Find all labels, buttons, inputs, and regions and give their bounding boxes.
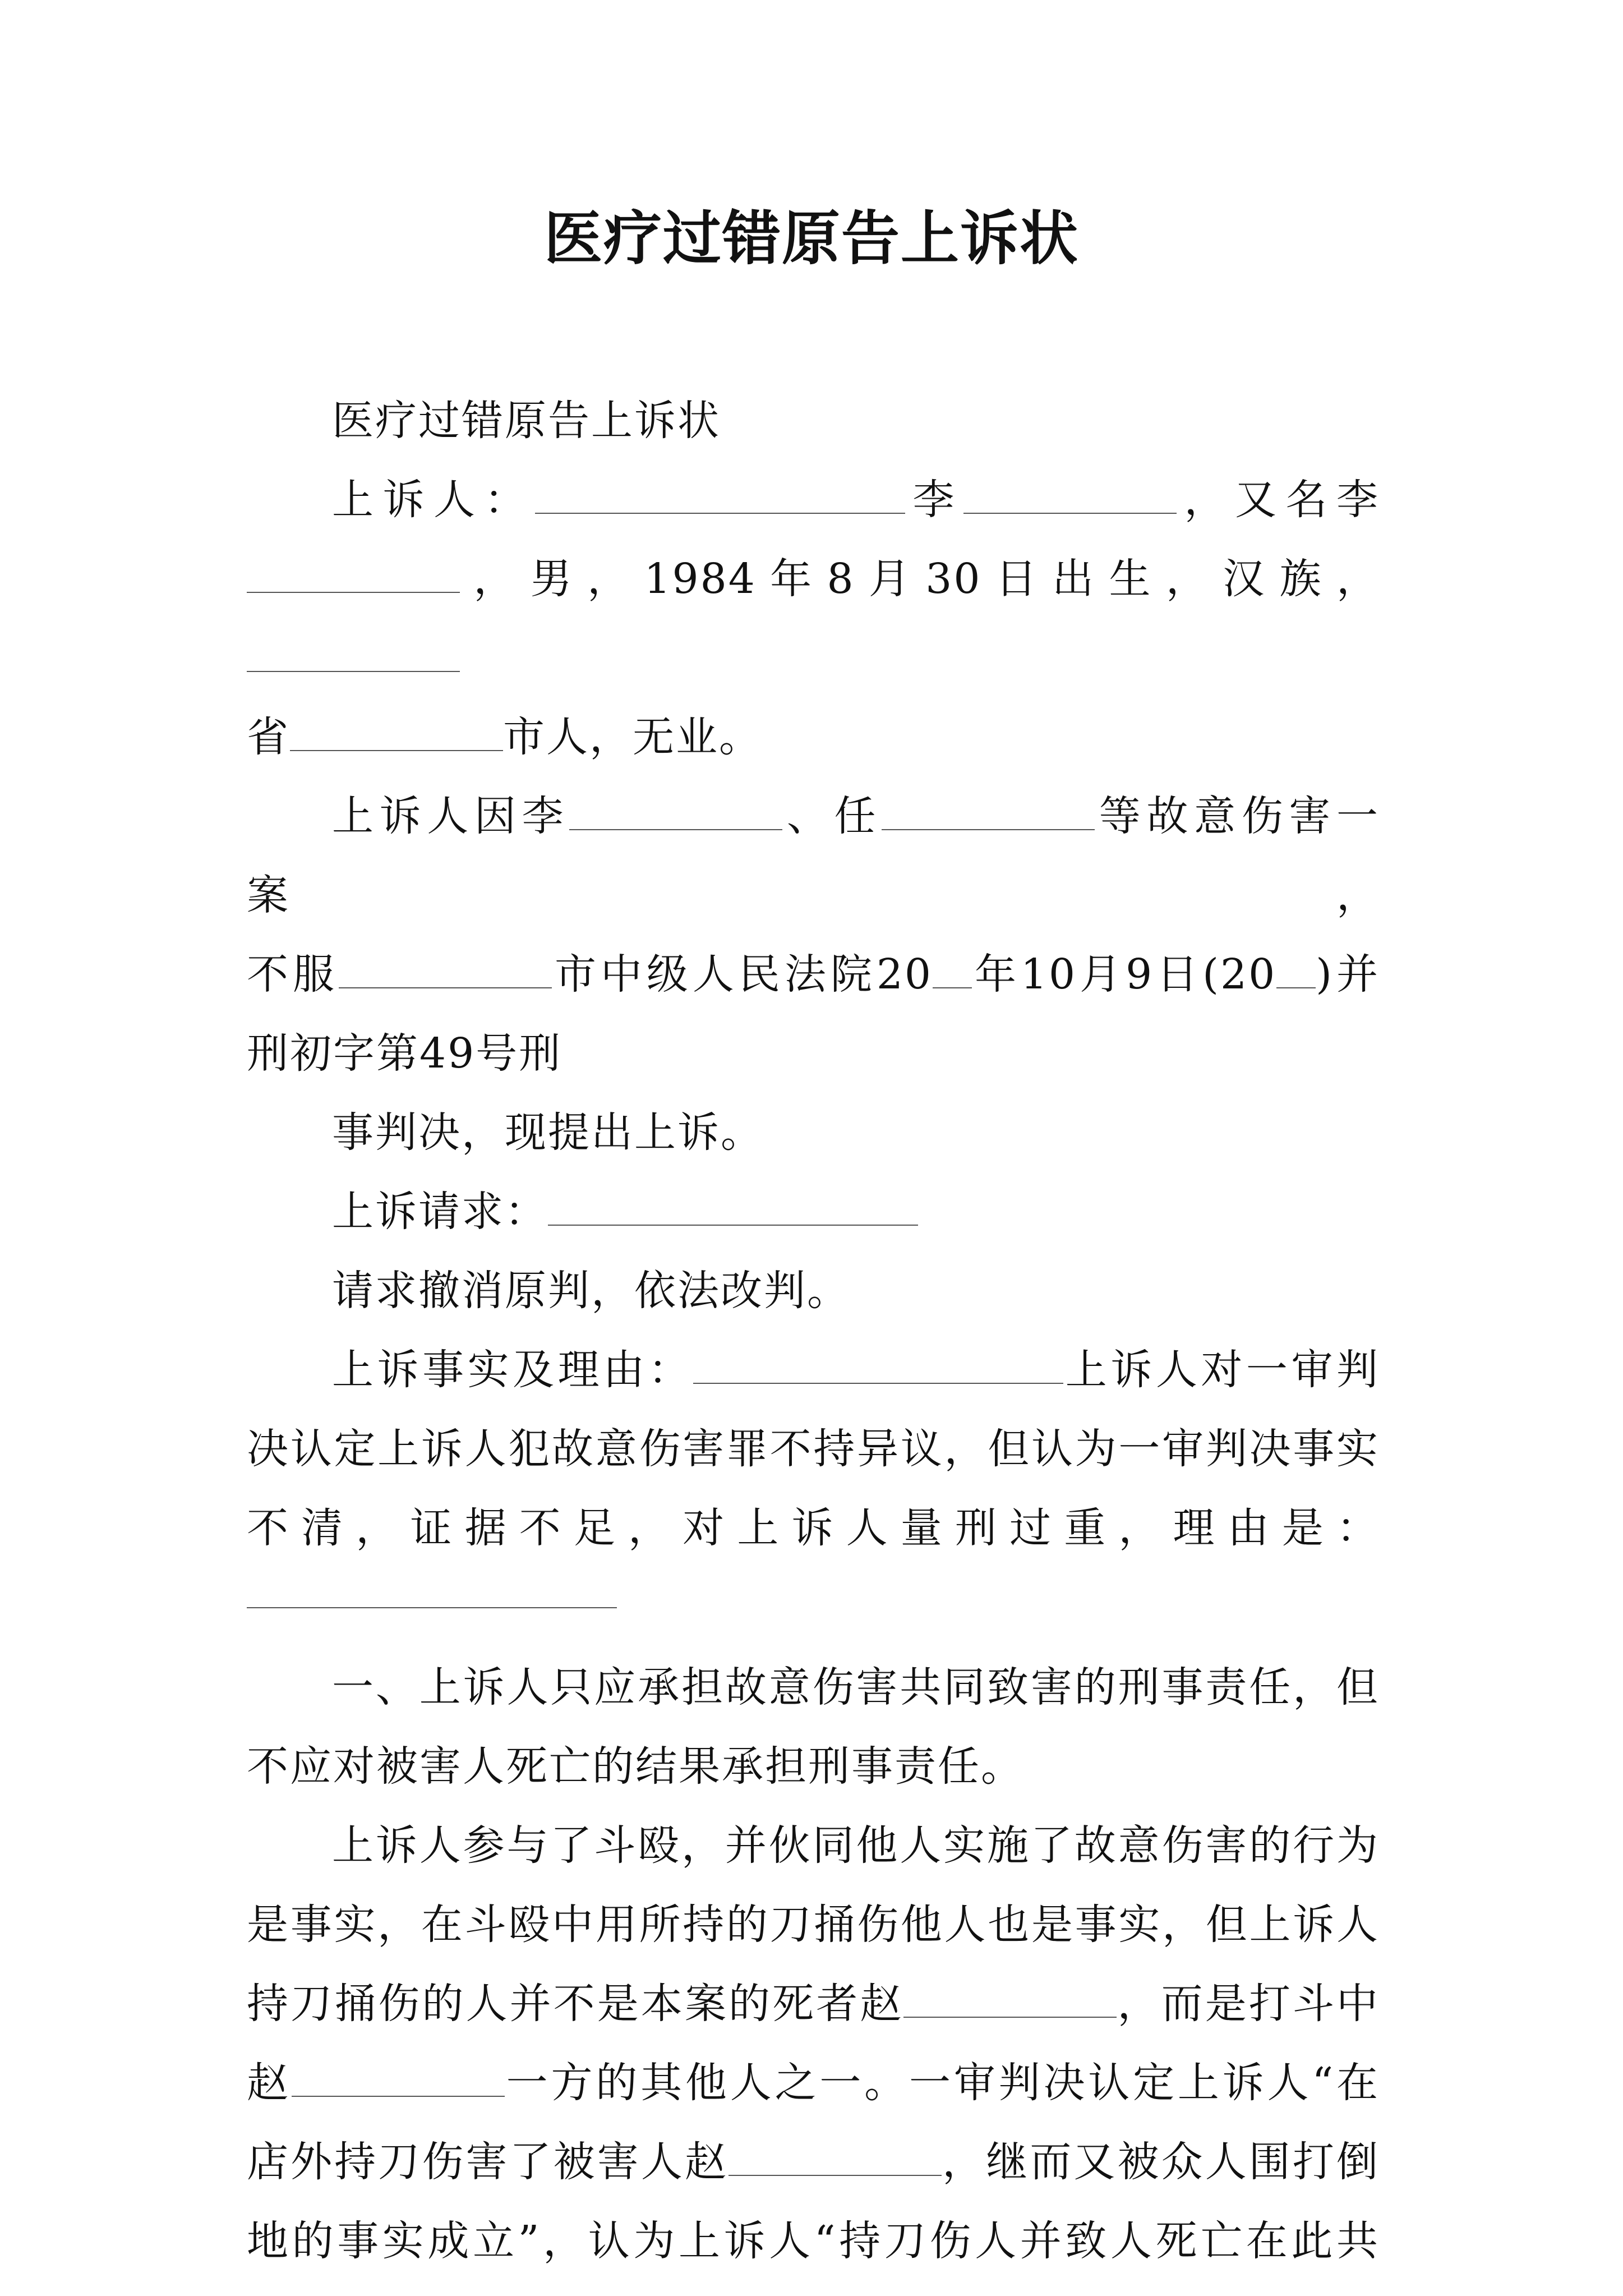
blank-field [963, 473, 1177, 514]
case-line2-start: 不服 [247, 950, 339, 999]
request-paragraph [247, 1172, 1380, 1331]
case-docket: )并 [1316, 950, 1380, 999]
blank-field [728, 2136, 942, 2176]
appellant-alias: ，又名李 [1177, 476, 1380, 524]
case-date: 年10月9日(20 [971, 950, 1277, 999]
detail-line5-start: 店外持刀伤害了被害人赵 [247, 2138, 729, 2186]
blank-field [882, 790, 1095, 830]
request-label: 上诉请求： [332, 1188, 548, 1236]
case-line-2 [247, 935, 1380, 1014]
case-sep: 、任 [782, 792, 882, 840]
appellant-label: 上诉人： [332, 476, 535, 524]
appellant-city: 市人，无业。 [503, 713, 762, 761]
blank-field [569, 790, 782, 830]
detail-line-3 [247, 1964, 1380, 2044]
request-line [247, 1172, 1380, 1251]
reasons-line-3: 不清，证据不足，对上诉人量刑过重，理由是： [247, 1504, 1380, 1552]
detail-line3-end: ，而是打斗中 [1117, 1980, 1380, 2028]
blank-field [290, 711, 503, 751]
point1-paragraph [247, 1648, 1380, 1806]
document-title: 医疗过错原告上诉状 [543, 204, 1079, 273]
blank-field [933, 948, 972, 988]
detail-line-4 [247, 2044, 1380, 2123]
appellant-surname: 李 [905, 476, 963, 524]
blank-field [548, 1185, 918, 1226]
case-crime: 等故意伤害一案， [247, 792, 1380, 919]
detail-line-1: 上诉人参与了斗殴，并伙同他人实施了故意伤害的行为 [332, 1821, 1380, 1870]
detail-line-5 [247, 2123, 1380, 2202]
blank-field [903, 1977, 1117, 2018]
heading-repeat: 医疗过错原告上诉状 [332, 397, 721, 445]
appellant-line-3 [247, 698, 1380, 777]
reasons-line1-end: 上诉人对一审判 [1063, 1346, 1380, 1394]
point1-detail-paragraph [247, 1806, 1380, 2281]
case-line-3: 刑初字第49号刑 [247, 1029, 562, 1078]
appellant-paragraph [247, 461, 1380, 777]
detail-line4-start: 赵 [247, 2059, 292, 2107]
case-intro: 上诉人因李 [332, 792, 570, 840]
appellant-info: ，男，1984年8月30日出生，汉族， [460, 555, 1380, 603]
blank-field [247, 553, 460, 593]
blank-field [247, 632, 460, 672]
reasons-label: 上诉事实及理由： [332, 1346, 694, 1394]
reasons-paragraph [247, 1331, 1380, 1608]
appellant-province: 省 [247, 713, 290, 761]
case-paragraph [247, 777, 1380, 1172]
case-court: 市中级人民法院20 [551, 950, 933, 999]
reasons-line-2: 决认定上诉人犯故意伤害罪不持异议，但认为一审判决事实 [247, 1425, 1380, 1473]
detail-line3-start: 持刀捅伤的人并不是本案的死者赵 [247, 1980, 904, 2028]
document-body [247, 381, 1380, 2281]
blank-field [339, 948, 552, 988]
case-line-1 [247, 777, 1380, 935]
blank-field [693, 1343, 1063, 1384]
blank-field [292, 2056, 505, 2097]
blank-field [535, 473, 905, 514]
detail-line5-end: ，继而又被众人围打倒 [942, 2138, 1380, 2186]
blank-field [1276, 948, 1316, 988]
detail-line-6: 地的事实成立”，认为上诉人“持刀伤人并致人死亡在此共 [247, 2217, 1380, 2265]
blank-line [247, 1568, 617, 1608]
reasons-line-1 [247, 1331, 1380, 1410]
detail-line-2: 是事实，在斗殴中用所持的刀捅伤他人也是事实，但上诉人 [247, 1901, 1380, 1949]
appellant-line-2 [247, 540, 1380, 698]
case-line-4: 事判决，现提出上诉。 [332, 1108, 764, 1157]
appellant-line-1 [247, 461, 1380, 540]
detail-line4-end: 一方的其他人之一。一审判决认定上诉人“在 [504, 2059, 1380, 2107]
point1-line-2: 不应对被害人死亡的结果承担刑事责任。 [247, 1742, 1024, 1791]
request-content: 请求撤消原判，依法改判。 [332, 1267, 850, 1315]
point1-line-1: 一、上诉人只应承担故意伤害共同致害的刑事责任，但 [332, 1663, 1380, 1711]
